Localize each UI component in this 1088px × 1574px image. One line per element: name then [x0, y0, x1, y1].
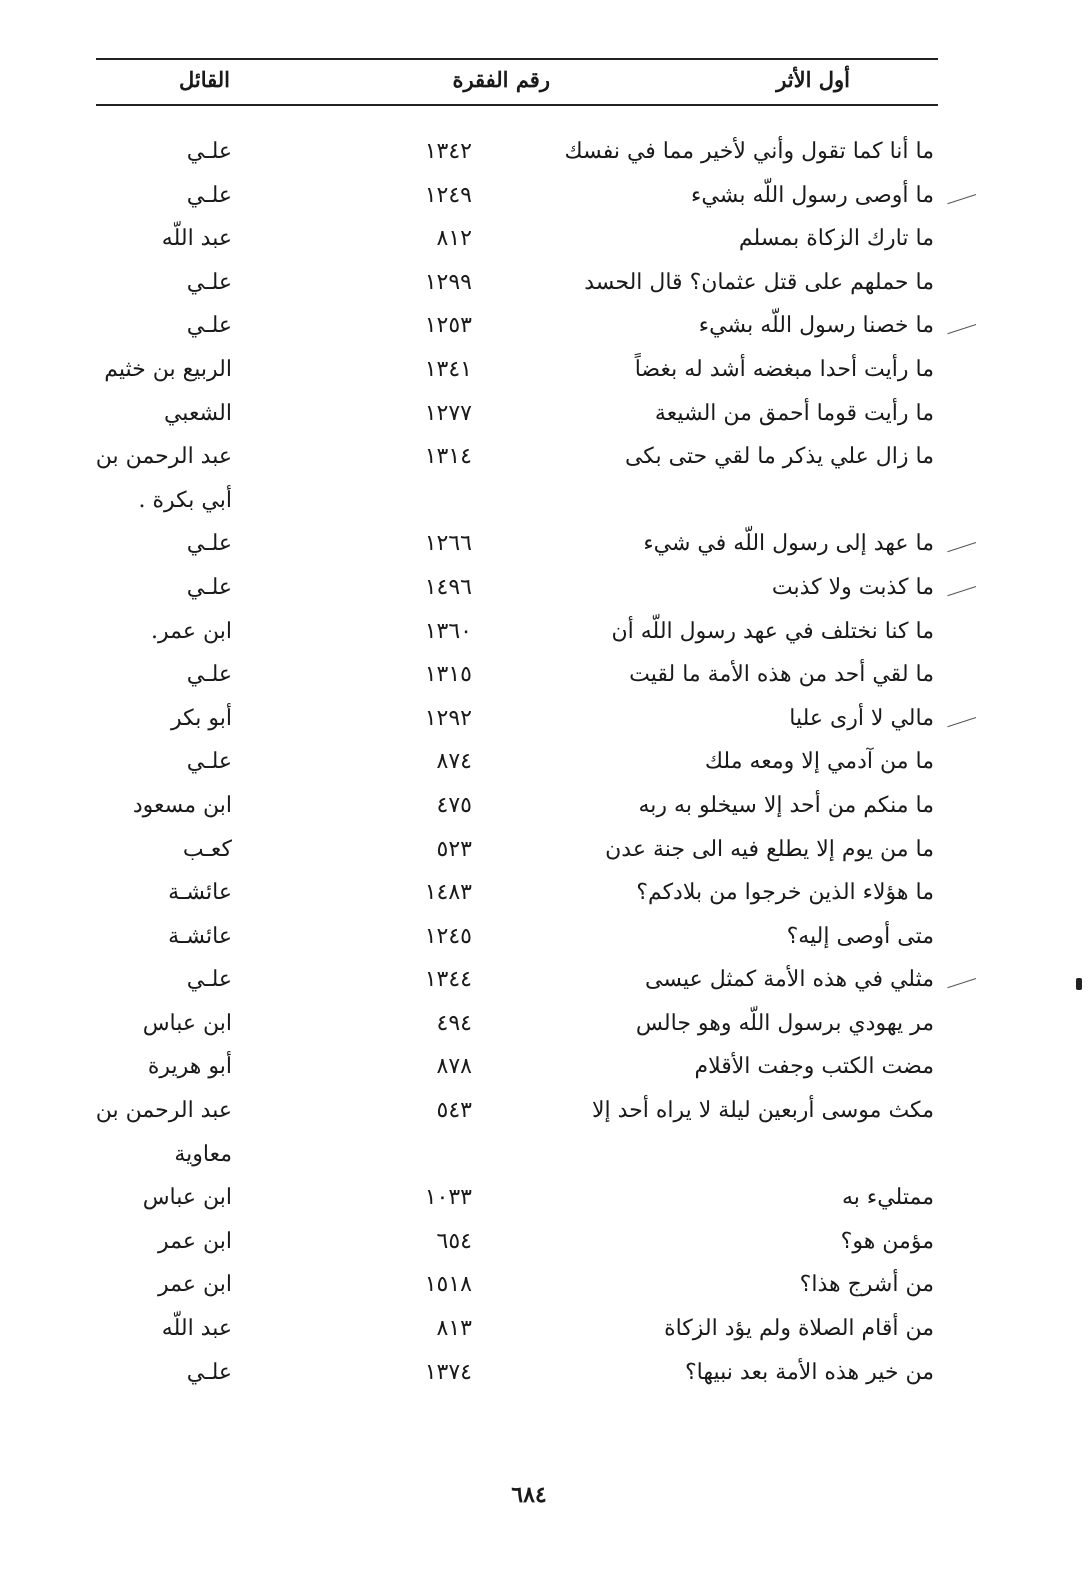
header-athar: أول الأثر — [776, 67, 850, 92]
paragraph-number: ٥٢٣ — [436, 836, 472, 862]
speaker-name — [187, 304, 232, 348]
speaker-name — [96, 1089, 232, 1176]
page-number: ٦٨٤ — [511, 1482, 547, 1508]
speaker-name-line1: علـي — [186, 313, 232, 339]
speaker-name-line1: ابن عباس — [142, 1010, 232, 1036]
speaker-name — [143, 1176, 232, 1220]
athar-text: مثلي في هذه الأمة كمثل عيسى — [645, 967, 934, 993]
speaker-name-line1: عبد اللّه — [161, 1316, 232, 1342]
table-row — [96, 217, 938, 261]
athar-text: ما أنا كما تقول وأني لأخير مما في نفسك — [564, 139, 934, 164]
speaker-name — [104, 348, 232, 392]
speaker-name-line1: ابن مسعود — [132, 792, 232, 818]
table-row — [96, 1002, 938, 1046]
speaker-name — [133, 784, 232, 828]
paragraph-number: ١٢٧٧ — [424, 400, 472, 426]
speaker-name-line1: عبد الرحمن بن — [95, 444, 232, 470]
paragraph-number: ١٣٤١ — [424, 356, 472, 382]
paragraph-number: ٨١٢ — [436, 226, 472, 252]
speaker-name — [162, 217, 232, 261]
paragraph-number: ١٢٤٩ — [424, 182, 472, 208]
speaker-name — [162, 1307, 232, 1351]
paragraph-number: ١٠٣٣ — [424, 1185, 472, 1211]
athar-text: ما منكم من أحد إلا سيخلو به ربه — [638, 792, 934, 818]
athar-text: ما عهد إلى رسول اللّه في شيء — [643, 531, 934, 557]
speaker-name-line1: علـي — [186, 749, 232, 775]
table-row — [96, 610, 938, 654]
athar-text: من أشرج هذا؟ — [799, 1272, 934, 1298]
scan-edge-mark — [1076, 978, 1082, 990]
speaker-name-line1: كعـب — [182, 836, 232, 862]
paragraph-number: ٨١٣ — [436, 1316, 472, 1342]
athar-text: ما من آدمي إلا ومعه ملك — [704, 749, 934, 775]
speaker-name — [96, 435, 232, 522]
speaker-name — [164, 392, 232, 436]
speaker-name — [168, 871, 232, 915]
athar-text: ما من يوم إلا يطلع فيه الى جنة عدن — [605, 836, 934, 862]
speaker-name-line1: عبد الرحمن بن — [95, 1098, 232, 1124]
speaker-name-line1: أبو هريرة — [147, 1054, 232, 1080]
table-row — [96, 1307, 938, 1351]
table-row — [96, 871, 938, 915]
header-paragraph-number: رقم الفقرة — [452, 67, 550, 92]
speaker-name — [187, 130, 232, 174]
athar-text: ما كذبت ولا كذبت — [771, 574, 934, 600]
speaker-name-line1: علـي — [186, 662, 232, 688]
speaker-name-line1: الشعبي — [163, 400, 232, 426]
speaker-name-line1: عائشـة — [168, 880, 232, 906]
athar-text: ما خصنا رسول اللّه بشيء — [698, 313, 934, 339]
table-row — [96, 1089, 938, 1176]
speaker-name — [148, 1045, 232, 1089]
speaker-name — [183, 828, 232, 872]
table-row — [96, 828, 938, 872]
paragraph-number: ١٣٤٤ — [424, 967, 472, 993]
table-row — [96, 915, 938, 959]
paragraph-number: ٤٧٥ — [436, 792, 472, 818]
athar-text: ما هؤلاء الذين خرجوا من بلادكم؟ — [636, 880, 934, 906]
speaker-name — [143, 1002, 232, 1046]
table-row — [96, 392, 938, 436]
paragraph-number: ١٢٩٢ — [424, 705, 472, 731]
speaker-name — [168, 915, 232, 959]
table-row — [96, 740, 938, 784]
paragraph-number: ٨٧٤ — [436, 749, 472, 775]
athar-text: ما حملهم على قتل عثمان؟ قال الحسد — [584, 269, 934, 295]
athar-text: ما رأيت قوما أحمق من الشيعة — [654, 400, 934, 426]
header-speaker: القائل — [178, 67, 230, 92]
table-row — [96, 348, 938, 392]
pencil-tick-mark — [947, 978, 976, 988]
speaker-name-line2: معاوية — [174, 1141, 232, 1167]
speaker-name-line1: ابن عمر — [158, 1272, 232, 1298]
speaker-name-line1: ابن عمر — [158, 1228, 232, 1254]
athar-text: من أقام الصلاة ولم يؤد الزكاة — [664, 1316, 934, 1342]
table-row — [96, 566, 938, 610]
athar-text: ما لقي أحد من هذه الأمة ما لقيت — [629, 662, 934, 688]
paragraph-number: ١٢٩٩ — [424, 269, 472, 295]
speaker-name-line1: علـي — [186, 269, 232, 295]
speaker-name — [187, 958, 232, 1002]
paragraph-number: ١٣٦٠ — [424, 618, 472, 644]
pencil-tick-mark — [947, 324, 976, 334]
speaker-name — [187, 566, 232, 610]
speaker-name — [158, 1263, 232, 1307]
speaker-name-line1: علـي — [186, 1359, 232, 1385]
paragraph-number: ١٣٧٤ — [424, 1359, 472, 1385]
table-row — [96, 1220, 938, 1264]
speaker-name-line2: أبي بكرة . — [138, 487, 232, 513]
athar-text: ما رأيت أحدا مبغضه أشد له بغضاً — [634, 356, 934, 382]
speaker-name-line1: ابن عباس — [142, 1185, 232, 1211]
speaker-name-line1: علـي — [186, 967, 232, 993]
paragraph-number: ١٣٤٢ — [424, 139, 472, 164]
paragraph-number: ٤٩٤ — [436, 1010, 472, 1036]
speaker-name — [187, 174, 232, 218]
paragraph-number: ١٢٤٥ — [424, 923, 472, 949]
paragraph-number: ١٢٦٦ — [424, 531, 472, 557]
table-row — [96, 304, 938, 348]
speaker-name — [187, 261, 232, 305]
paragraph-number: ٦٥٤ — [436, 1228, 472, 1254]
speaker-name-line1: علـي — [186, 531, 232, 557]
paragraph-number: ١٢٥٣ — [424, 313, 472, 339]
table-row — [96, 522, 938, 566]
paragraph-number: ١٣١٤ — [424, 444, 472, 470]
speaker-name — [187, 1351, 232, 1395]
table-body — [96, 130, 938, 1394]
pencil-tick-mark — [947, 717, 976, 727]
table-row — [96, 1263, 938, 1307]
pencil-tick-mark — [947, 194, 976, 204]
paragraph-number: ٥٤٣ — [436, 1098, 472, 1124]
table-header — [96, 58, 938, 104]
header-bottom-rule — [96, 104, 938, 106]
table-row — [96, 958, 938, 1002]
athar-text: مضت الكتب وجفت الأقلام — [694, 1054, 934, 1080]
speaker-name-line1: أبو بكر — [170, 705, 232, 731]
athar-text: ما تارك الزكاة بمسلم — [738, 226, 934, 252]
table-row — [96, 261, 938, 305]
speaker-name — [171, 697, 232, 741]
speaker-name — [187, 522, 232, 566]
paragraph-number: ١٤٨٣ — [424, 880, 472, 906]
athar-text: مر يهودي برسول اللّه وهو جالس — [635, 1010, 934, 1036]
speaker-name-line1: الربيع بن خثيم — [104, 356, 232, 382]
speaker-name — [187, 653, 232, 697]
table-row — [96, 784, 938, 828]
table-row — [96, 653, 938, 697]
speaker-name-line1: علـي — [186, 182, 232, 208]
speaker-name — [151, 610, 232, 654]
speaker-name — [187, 740, 232, 784]
athar-text: ما كنا نختلف في عهد رسول اللّه أن — [611, 618, 934, 644]
speaker-name-line1: عائشـة — [168, 923, 232, 949]
athar-text: ممتليء به — [841, 1185, 934, 1211]
table-row — [96, 1045, 938, 1089]
athar-text: ما زال علي يذكر ما لقي حتى بكى — [624, 444, 934, 470]
speaker-name — [158, 1220, 232, 1264]
table-row — [96, 435, 938, 522]
table-row — [96, 1351, 938, 1395]
table-row — [96, 697, 938, 741]
pencil-tick-mark — [947, 586, 976, 596]
paragraph-number: ١٥١٨ — [424, 1272, 472, 1298]
paragraph-number: ١٣١٥ — [424, 662, 472, 688]
athar-text: مكث موسى أربعين ليلة لا يراه أحد إلا — [591, 1098, 934, 1124]
table-row — [96, 174, 938, 218]
table-row — [96, 1176, 938, 1220]
speaker-name-line1: عبد اللّه — [161, 226, 232, 252]
speaker-name-line1: علـي — [186, 139, 232, 164]
pencil-tick-mark — [947, 542, 976, 552]
paragraph-number: ١٤٩٦ — [424, 574, 472, 600]
athar-text: متى أوصى إليه؟ — [786, 923, 934, 949]
speaker-name-line1: ابن عمر. — [151, 618, 232, 644]
paragraph-number: ٨٧٨ — [436, 1054, 472, 1080]
athar-text: مؤمن هو؟ — [840, 1228, 934, 1254]
table-row — [96, 130, 938, 174]
speaker-name-line1: علـي — [186, 574, 232, 600]
athar-text: ما أوصى رسول اللّه بشيء — [691, 182, 934, 208]
athar-text: من خير هذه الأمة بعد نبيها؟ — [685, 1359, 934, 1385]
athar-text: مالي لا أرى عليا — [789, 705, 934, 731]
